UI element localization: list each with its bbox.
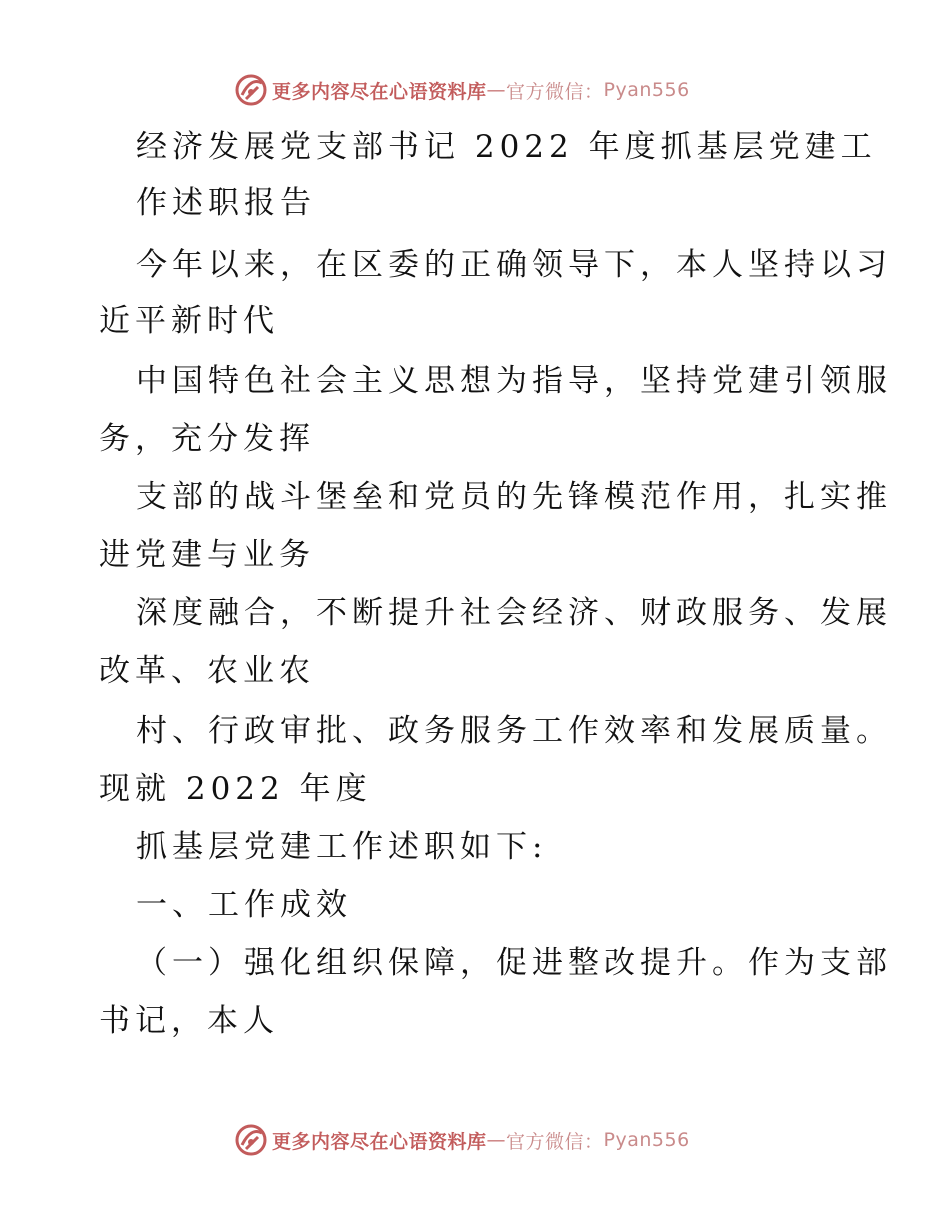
paragraph-line: 村、行政审批、政务服务工作效率和发展质量。: [136, 713, 892, 749]
paragraph-line: 抓基层党建工作述职如下:: [136, 829, 548, 865]
watermark-wechat-id: Pyan556: [603, 1129, 690, 1151]
watermark-separator: —: [486, 79, 507, 101]
paragraph-line: 书记，本人: [99, 1003, 279, 1039]
watermark-separator: —: [486, 1129, 507, 1151]
watermark-wechat-id: Pyan556: [603, 79, 690, 101]
paragraph-line: 近平新时代: [99, 303, 279, 339]
paragraph-line: 今年以来，在区委的正确领导下，本人坚持以习: [136, 247, 892, 283]
paragraph-line: （一）强化组织保障，促进整改提升。作为支部: [136, 945, 892, 981]
watermark-wechat-label: 官方微信：: [506, 1130, 604, 1153]
paragraph-line: 务，充分发挥: [99, 421, 315, 457]
paragraph-line: 改革、农业农: [99, 653, 315, 689]
watermark-logo-icon: [234, 73, 268, 107]
title-line-1: 经济发展党支部书记 2022 年度抓基层党建工: [136, 129, 877, 165]
footer-watermark: [234, 1122, 690, 1158]
title-line-2: 作述职报告: [136, 185, 316, 221]
watermark-wechat-label: 官方微信：: [506, 80, 604, 103]
section-heading: 一、工作成效: [136, 887, 352, 923]
watermark-logo-icon: [234, 1123, 268, 1157]
watermark-main-text: 更多内容尽在心语资料库: [272, 80, 487, 103]
paragraph-line: 深度融合，不断提升社会经济、财政服务、发展: [136, 595, 892, 631]
paragraph-line: 支部的战斗堡垒和党员的先锋模范作用，扎实推: [136, 479, 892, 515]
paragraph-line: 进党建与业务: [99, 537, 315, 573]
paragraph-line: 现就 2022 年度: [99, 771, 372, 807]
paragraph-line: 中国特色社会主义思想为指导，坚持党建引领服: [136, 363, 892, 399]
watermark-main-text: 更多内容尽在心语资料库: [272, 1130, 487, 1153]
header-watermark: [234, 72, 690, 108]
